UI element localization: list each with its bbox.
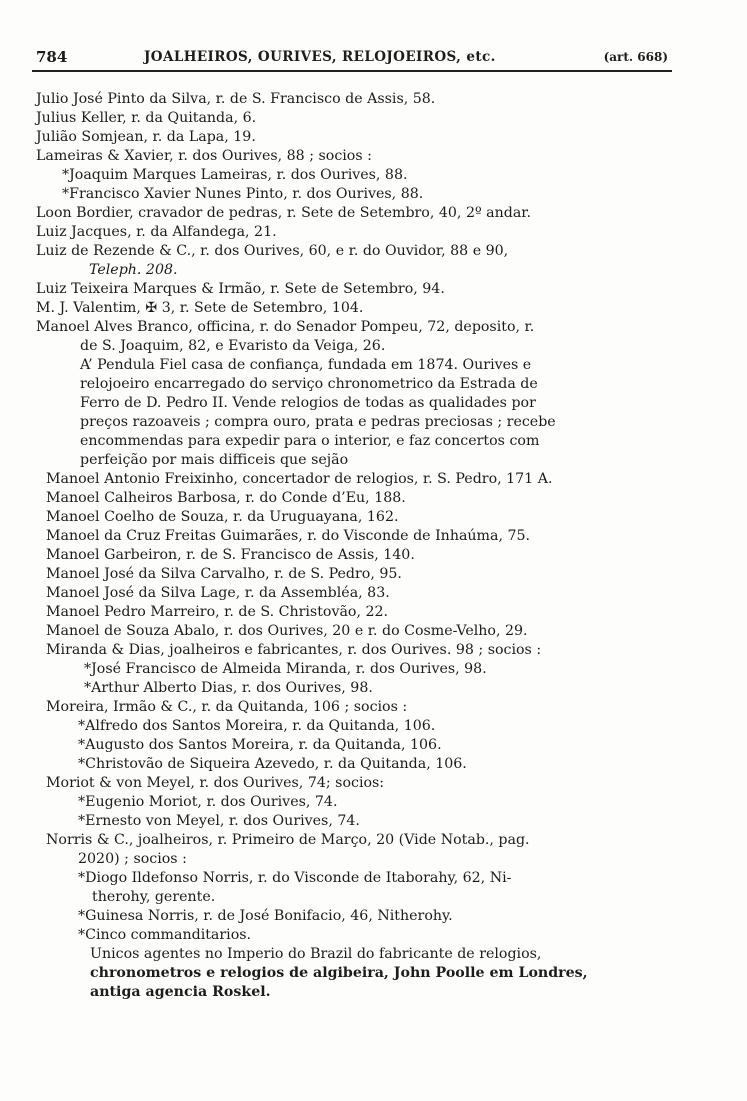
entry-line: Manoel Alves Branco, officina, r. do Senador Pompeu, 72, deposito, r. <box>36 319 535 335</box>
entry-line: Lameiras & Xavier, r. dos Ourives, 88 ; socios : <box>36 148 372 164</box>
entry-line: Manoel da Cruz Freitas Guimarães, r. do Visconde de Inhaúma, 75. <box>46 528 531 544</box>
partner-line: *Diogo Ildefonso Norris, r. do Visconde de Itaborahy, 62, Ni- <box>78 870 512 886</box>
advert-line: A’ Pendula Fiel casa de confiança, fundada em 1874. Ourives e <box>80 357 532 373</box>
advert-line: Ferro de D. Pedro II. Vende relogios de todas as qualidades por <box>80 395 536 411</box>
entry-line: Manoel Pedro Marreiro, r. de S. Christovão, 22. <box>46 604 389 620</box>
partner-line: *José Francisco de Almeida Miranda, r. dos Ourives, 98. <box>84 661 487 677</box>
partner-line: *Christovão de Siqueira Azevedo, r. da Quitanda, 106. <box>78 756 467 772</box>
running-title: JOALHEIROS, OURIVES, RELOJOEIROS, etc. <box>144 49 496 65</box>
entry-line: Julio José Pinto da Silva, r. de S. Francisco de Assis, 58. <box>36 91 436 107</box>
partner-line: *Guinesa Norris, r. de José Bonifacio, 46, Nitherohy. <box>78 908 453 924</box>
advert-line: antiga agencia Roskel. <box>90 984 271 1000</box>
entry-line: Norris & C., joalheiros, r. Primeiro de Março, 20 (Vide Notab., pag. <box>46 832 530 848</box>
partner-line: *Ernesto von Meyel, r. dos Ourives, 74. <box>78 813 360 829</box>
advert-line: preços razoaveis ; compra ouro, prata e pedras preciosas ; recebe <box>80 414 556 430</box>
advert-line: relojoeiro encarregado do serviço chronometrico da Estrada de <box>80 376 538 392</box>
partner-line: *Arthur Alberto Dias, r. dos Ourives, 98. <box>84 680 373 696</box>
entry-line: Julião Somjean, r. da Lapa, 19. <box>36 129 256 145</box>
continuation-line: de S. Joaquim, 82, e Evaristo da Veiga, 26. <box>80 338 386 354</box>
entry-line: Moreira, Irmão & C., r. da Quitanda, 106 ; socios : <box>46 699 408 715</box>
entry-line: Manoel Calheiros Barbosa, r. do Conde d’Eu, 188. <box>46 490 406 506</box>
article-reference: (art. 668) <box>603 50 668 64</box>
entry-line: Manoel de Souza Abalo, r. dos Ourives, 20 e r. do Cosme-Velho, 29. <box>46 623 528 639</box>
advert-line: perfeição por mais difficeis que sejão <box>80 452 349 468</box>
partner-line: *Cinco commanditarios. <box>78 927 252 943</box>
continuation-line: 2020) ; socios : <box>78 851 187 867</box>
entry-line: Manoel José da Silva Carvalho, r. de S. Pedro, 95. <box>46 566 402 582</box>
partner-line: *Eugenio Moriot, r. dos Ourives, 74. <box>78 794 338 810</box>
entry-line: Miranda & Dias, joalheiros e fabricantes, r. dos Ourives. 98 ; socios : <box>46 642 542 658</box>
page-header <box>32 48 672 72</box>
advert-line: chronometros e relogios de algibeira, John Poolle em Londres, <box>90 965 588 981</box>
entry-line: Moriot & von Meyel, r. dos Ourives, 74; socios: <box>46 775 385 791</box>
entry-line: Luiz de Rezende & C., r. dos Ourives, 60, e r. do Ouvidor, 88 e 90, <box>36 243 509 259</box>
advert-line: encommendas para expedir para o interior, e faz concertos com <box>80 433 540 449</box>
partner-line: *Joaquim Marques Lameiras, r. dos Ourives, 88. <box>62 167 408 183</box>
entry-line: Luiz Teixeira Marques & Irmão, r. Sete de Setembro, 94. <box>36 281 445 297</box>
partner-line: *Alfredo dos Santos Moreira, r. da Quitanda, 106. <box>78 718 436 734</box>
entry-line: Manoel Coelho de Souza, r. da Uruguayana, 162. <box>46 509 399 525</box>
entry-line: Manoel Antonio Freixinho, concertador de relogios, r. S. Pedro, 171 A. <box>46 471 553 487</box>
entry-line: Manoel Garbeiron, r. de S. Francisco de Assis, 140. <box>46 547 415 563</box>
page-number: 784 <box>36 48 68 66</box>
entry-line: M. J. Valentim, ✠ 3, r. Sete de Setembro, 104. <box>36 300 364 316</box>
partner-line: *Augusto dos Santos Moreira, r. da Quitanda, 106. <box>78 737 442 753</box>
entry-line: Luiz Jacques, r. da Alfandega, 21. <box>36 224 277 240</box>
continuation-line: Teleph. 208. <box>89 262 178 278</box>
entry-line: Loon Bordier, cravador de pedras, r. Sete de Setembro, 40, 2º andar. <box>36 205 532 221</box>
advert-line: Unicos agentes no Imperio do Brazil do fabricante de relogios, <box>90 946 542 962</box>
entry-line: Manoel José da Silva Lage, r. da Assembléa, 83. <box>46 585 390 601</box>
continuation-line: therohy, gerente. <box>92 889 216 905</box>
partner-line: *Francisco Xavier Nunes Pinto, r. dos Ourives, 88. <box>62 186 424 202</box>
entry-line: Julius Keller, r. da Quitanda, 6. <box>36 110 257 126</box>
